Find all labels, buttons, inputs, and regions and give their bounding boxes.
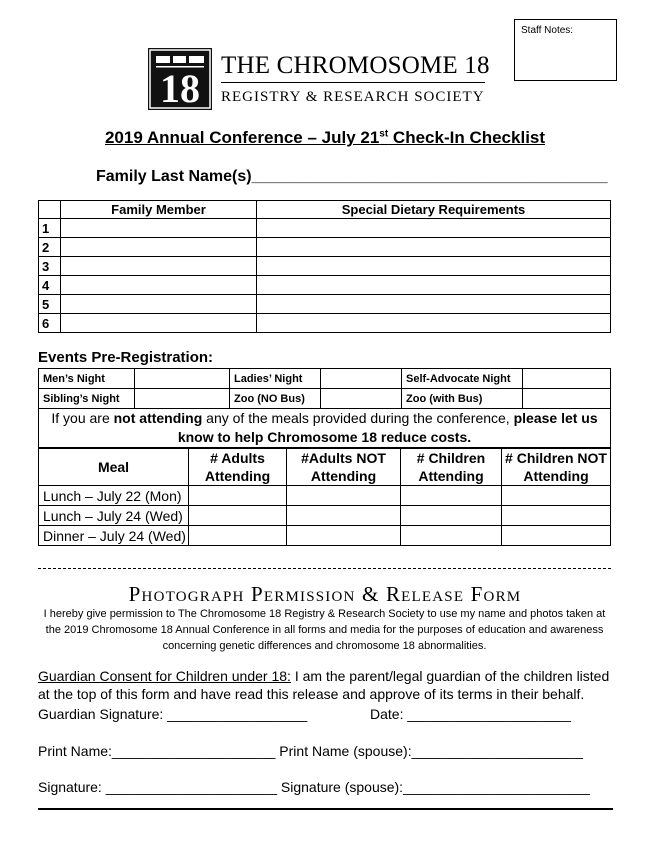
header-dietary: Special Dietary Requirements	[257, 201, 611, 219]
count-cell[interactable]	[502, 486, 611, 506]
dietary-cell[interactable]	[257, 295, 611, 314]
dietary-cell[interactable]	[257, 276, 611, 295]
header-meal: Meal	[39, 449, 189, 486]
org-subtitle: REGISTRY & RESEARCH SOCIETY	[221, 89, 485, 105]
table-row	[39, 526, 611, 546]
header-children-attending: # Children Attending	[401, 449, 502, 486]
dietary-cell[interactable]	[257, 238, 611, 257]
family-member-cell[interactable]	[61, 295, 257, 314]
count-cell[interactable]	[189, 486, 287, 506]
header-blank	[39, 201, 61, 219]
event-mens-night: Men’s Night	[39, 369, 135, 389]
count-cell[interactable]	[287, 486, 401, 506]
header-adults-not-attending: #Adults NOT Attending	[287, 449, 401, 486]
table-row	[39, 314, 611, 333]
event-zoo-no-bus: Zoo (NO Bus)	[230, 389, 321, 409]
events-table	[38, 368, 611, 448]
logo-number: 18	[160, 66, 200, 110]
family-member-cell[interactable]	[61, 314, 257, 333]
print-name-fields[interactable]: Print Name:_____________________ Print Name (spouse):______________________	[38, 743, 583, 759]
row-number: 2	[39, 238, 61, 257]
org-divider	[221, 82, 485, 83]
count-cell[interactable]	[401, 526, 502, 546]
title-tail: Check-In Checklist	[388, 128, 546, 147]
event-zoo-with-bus: Zoo (with Bus)	[402, 389, 523, 409]
meal-name: Lunch – July 24 (Wed)	[39, 506, 189, 526]
event-self-advocate-night: Self-Advocate Night	[402, 369, 523, 389]
guardian-consent-label: Guardian Consent for Children under 18:	[38, 668, 291, 684]
family-member-cell[interactable]	[61, 238, 257, 257]
count-cell[interactable]	[502, 526, 611, 546]
count-cell[interactable]	[287, 506, 401, 526]
event-input-cell[interactable]	[523, 369, 611, 389]
row-number: 1	[39, 219, 61, 238]
meal-name: Dinner – July 24 (Wed)	[39, 526, 189, 546]
page-title	[0, 128, 650, 148]
title-main: 2019 Annual Conference – July 21	[104, 128, 380, 147]
bottom-rule	[38, 808, 613, 810]
table-row	[39, 257, 611, 276]
meal-name: Lunch – July 22 (Mon)	[39, 486, 189, 506]
event-input-cell[interactable]	[523, 389, 611, 409]
row-number: 4	[39, 276, 61, 295]
row-number: 6	[39, 314, 61, 333]
event-input-cell[interactable]	[135, 389, 230, 409]
event-ladies-night: Ladies’ Night	[230, 369, 321, 389]
family-member-cell[interactable]	[61, 276, 257, 295]
chromosome-18-logo	[148, 48, 212, 110]
event-input-cell[interactable]	[135, 369, 230, 389]
cut-line-divider	[38, 568, 611, 569]
event-input-cell[interactable]	[321, 389, 402, 409]
signature-fields[interactable]: Signature: ______________________ Signature (spouse):________________________	[38, 779, 590, 795]
org-name: THE CHROMOSOME 18	[221, 52, 490, 79]
meals-table	[38, 448, 611, 546]
family-member-cell[interactable]	[61, 257, 257, 276]
table-row	[39, 506, 611, 526]
table-row	[39, 238, 611, 257]
row-number: 3	[39, 257, 61, 276]
dietary-cell[interactable]	[257, 219, 611, 238]
table-row	[39, 219, 611, 238]
family-members-table	[38, 200, 611, 333]
date-field[interactable]: Date: _____________________	[370, 706, 571, 722]
header-family-member: Family Member	[61, 201, 257, 219]
staff-notes-box[interactable]	[514, 19, 617, 81]
table-row	[39, 276, 611, 295]
event-siblings-night: Sibling’s Night	[39, 389, 135, 409]
count-cell[interactable]	[401, 486, 502, 506]
title-sup: st	[379, 128, 389, 140]
staff-notes-label: Staff Notes:	[521, 25, 574, 36]
header-adults-attending: # Adults Attending	[189, 449, 287, 486]
guardian-consent-text: I am the parent/legal guardian of the children listed at the top of this form and have read this release and approve of its terms in their behalf.	[38, 668, 610, 702]
guardian-consent	[38, 667, 613, 703]
header-children-not-attending: # Children NOT Attending	[502, 449, 611, 486]
events-heading: Events Pre-Registration:	[38, 349, 214, 366]
row-number: 5	[39, 295, 61, 314]
dietary-cell[interactable]	[257, 314, 611, 333]
meals-notice: If you are not attending any of the meals provided during the conference, please let us know to help Chromosome 18 reduce costs.	[39, 409, 611, 448]
count-cell[interactable]	[401, 506, 502, 526]
family-last-name-field[interactable]: Family Last Name(s)________________________________________	[96, 168, 608, 185]
count-cell[interactable]	[189, 506, 287, 526]
event-input-cell[interactable]	[321, 369, 402, 389]
count-cell[interactable]	[287, 526, 401, 546]
table-row	[39, 295, 611, 314]
count-cell[interactable]	[189, 526, 287, 546]
photo-release-text: I hereby give permission to The Chromosome 18 Registry & Research Society to use my name and photos taken at the 2019 Chromosome 18 Annual Conference in all forms and media for the purposes of education and awareness concerning genetic differences and chromosome 18 abnormalities.	[43, 608, 606, 652]
photo-release-title: Photograph Permission & Release Form	[128, 582, 522, 606]
count-cell[interactable]	[502, 506, 611, 526]
table-row	[39, 486, 611, 506]
dietary-cell[interactable]	[257, 257, 611, 276]
guardian-signature-field[interactable]: Guardian Signature: __________________	[38, 706, 308, 722]
family-member-cell[interactable]	[61, 219, 257, 238]
